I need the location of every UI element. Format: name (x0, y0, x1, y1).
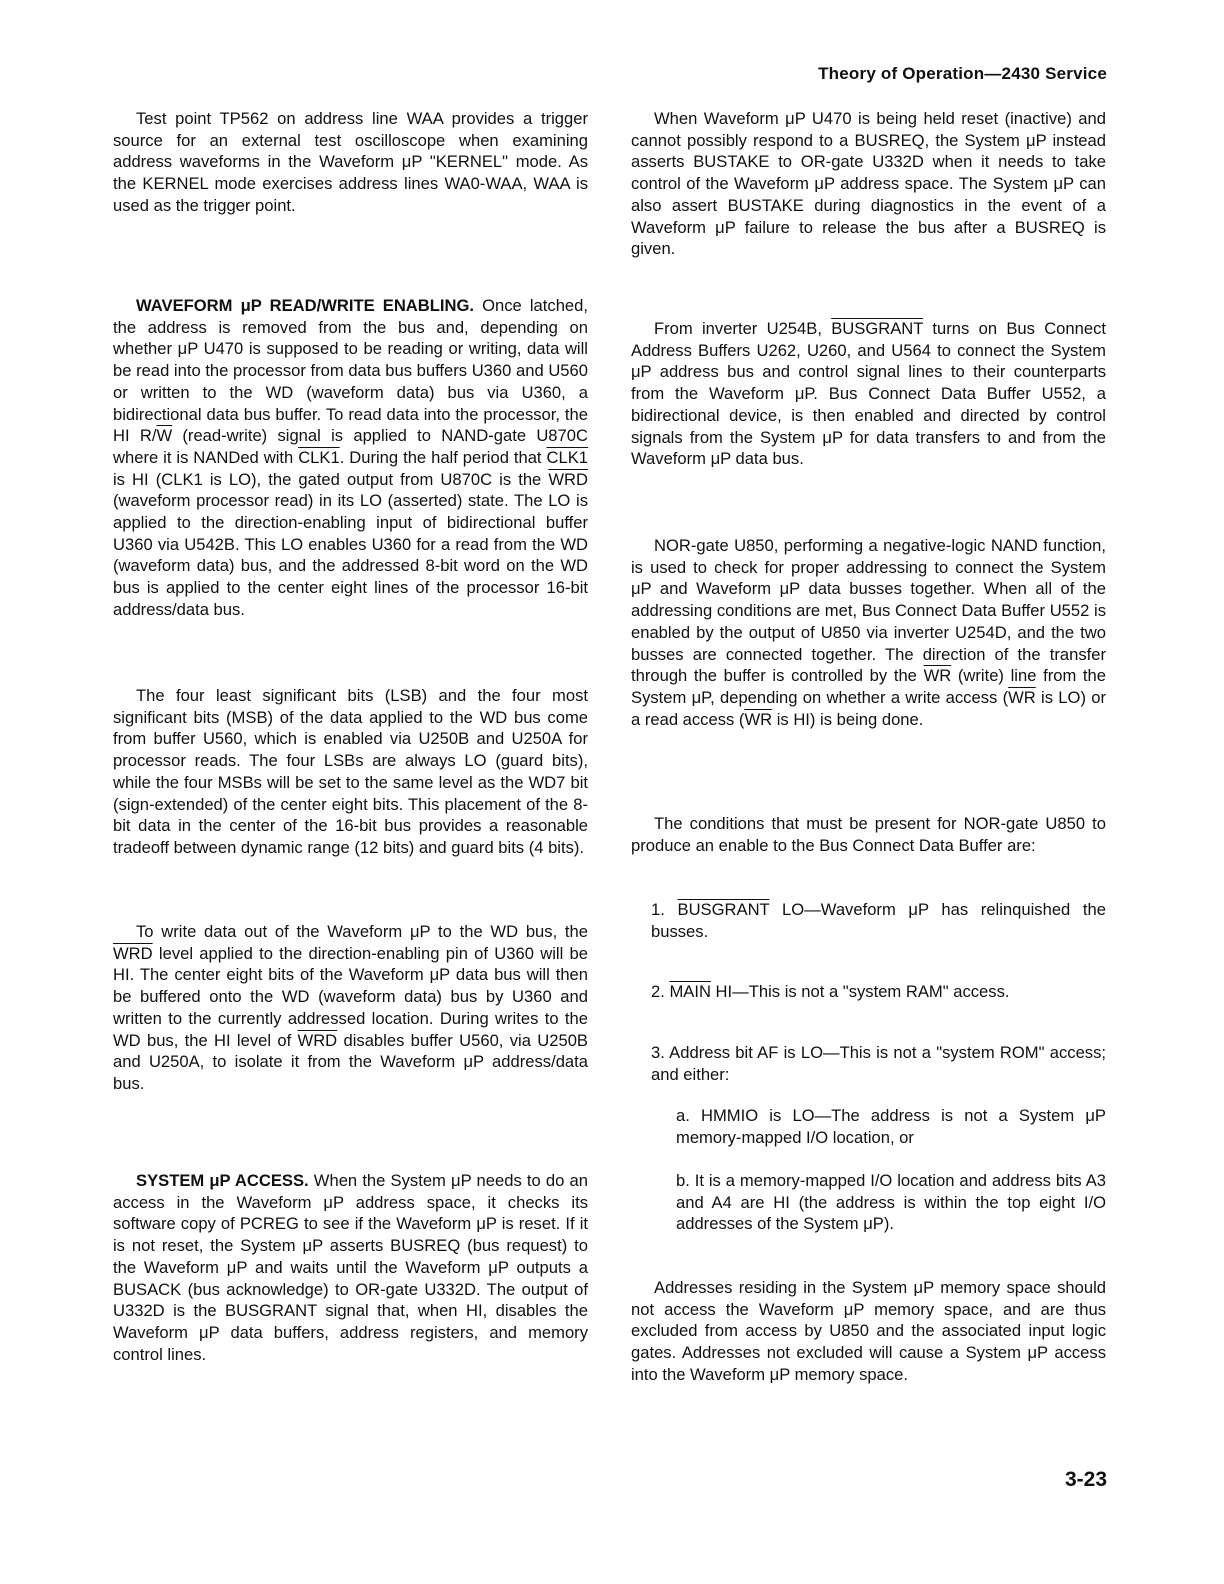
paragraph-read-write-enabling: WAVEFORM μP READ/WRITE ENABLING. Once latched, the address is removed from the bus and, depending on whether μP U470 is supposed to be reading or writing, data will be read into the processor from data bus buffers U360 and U560 or written to the WD (waveform data) bus via U360, a bidirectional data bus buffer. To read data into the processor, the HI $R/\overline{W}$ (read-write) signal is applied to NAND-gate U870C where it is NANDed with CLK1. During the half period that CLK1 is HI (CLK1 is LO), the gated output from U870C is the $\overline{WRD}$ (waveform processor read) in its LO (asserted) state. The LO is applied to the direction-enabling input of bidirectional buffer U360 via U542B. This LO enables U360 for a read from the WD (waveform data) bus, and the addressed 8-bit word on the WD bus is applied to the center eight lines of the processor 16-bit address/data bus. (113, 296, 589, 619)
section-heading-system-access: SYSTEM μP ACCESS. (136, 1171, 309, 1190)
section-heading-read-write: WAVEFORM μP READ/WRITE ENABLING. (136, 296, 475, 315)
paragraph-bustake: When Waveform μP U470 is being held reset (inactive) and cannot possibly respond to a BUSREQ, the System μP instead asserts BUSTAKE to OR-gate U332D when it needs to take control of the Waveform μP address space. The System μP can also assert BUSTAKE during diagnostics in the event of a Waveform μP failure to release the bus after a BUSREQ is given. (631, 109, 1106, 259)
paragraph-address-exclusion: Addresses residing in the System μP memory space should not access the Waveform μP memory space, and are thus excluded from access by U850 and the associated input logic gates. Addresses not excluded will cause a System μP access into the Waveform μP memory space. (631, 1278, 1106, 1384)
page-header: Theory of Operation—2430 Service (818, 64, 1107, 83)
paragraph-nor-gate: NOR-gate U850, performing a negative-logic NAND function, is used to check for proper addressing to connect the System μP and Waveform μP data busses together. When all of the addressing conditions are met, Bus Connect Data Buffer U552 is enabled by the output of U850 via inverter U254D, and the two busses are connected together. The direction of the transfer through the buffer is controlled by the $\overline{WR}$ (write) line from the System μP, depending on whether a write access ($\overline{WR}$ is LO) or a read access ($\overline{WR}$ is HI) is being done. (631, 536, 1107, 729)
paragraph-write-data: To write data out of the Waveform μP to the WD bus, the $\overline{WRD}$ level applied to the direction-enabling pin of U360 will be HI. The center eight bits of the Waveform μP data bus will then be buffered onto the WD (waveform data) bus by U360 and written to the currently addressed location. During writes to the WD bus, the HI level of $\overline{WRD}$ disables buffer U560, via U250B and U250A, to isolate it from the Waveform μP address/data bus. (113, 922, 588, 1093)
paragraph-conditions: The conditions that must be present for NOR-gate U850 to produce an enable to the Bus Connect Data Buffer are: (631, 814, 1106, 855)
list-subitem-b: b. It is a memory-mapped I/O location and address bits A3 and A4 are HI (the address is within the top eight I/O addresses of the System μP). (676, 1171, 1106, 1234)
paragraph-test-point: Test point TP562 on address line WAA provides a trigger source for an external test oscilloscope when examining address waveforms in the Waveform μP "KERNEL" mode. As the KERNEL mode exercises address lines WA0-WAA, WAA is used as the trigger point. (113, 109, 588, 215)
page-number: 3-23 (1064, 1468, 1107, 1491)
paragraph-system-access: SYSTEM μP ACCESS. When the System μP needs to do an access in the Waveform μP address space, it checks its software copy of PCREG to see if the Waveform μP is reset. If it is not reset, the System μP asserts BUSREQ (bus request) to the Waveform μP and waits until the Waveform μP outputs a BUSACK (bus acknowledge) to OR-gate U332D. The output of U332D is the BUSGRANT signal that, when HI, disables the Waveform μP data buffers, address registers, and memory control lines. (113, 1171, 588, 1364)
list-item-3: 3. Address bit AF is LO—This is not a "system ROM" access; and either: (651, 1043, 1106, 1084)
list-item-2: 2. MAIN HI—This is not a "system RAM" access. (651, 982, 1010, 1001)
list-item-1: 1. BUSGRANT LO—Waveform μP has relinquished the busses. (651, 900, 1107, 941)
paragraph-busgrant: From inverter U254B, BUSGRANT turns on Bus Connect Address Buffers U262, U260, and U564 to connect the System μP address bus and control signal lines to their counterparts from the Waveform μP. Bus Connect Data Buffer U552, a bidirectional device, is then enabled and directed by control signals from the System μP for data transfers to and from the Waveform μP data bus. (631, 319, 1106, 469)
list-subitem-a: a. HMMIO is LO—The address is not a System μP memory-mapped I/O location, or (676, 1106, 1106, 1147)
paragraph-lsb-msb: The four least significant bits (LSB) and the four most significant bits (MSB) of the data applied to the WD bus come from buffer U560, which is enabled via U250B and U250A for processor reads. The four LSBs are always LO (guard bits), while the four MSBs will be set to the same level as the WD7 bit (sign-extended) of the center eight bits. This placement of the 8-bit data in the center of the 16-bit bus provides a reasonable tradeoff between dynamic range (12 bits) and guard bits (4 bits). (113, 686, 588, 857)
